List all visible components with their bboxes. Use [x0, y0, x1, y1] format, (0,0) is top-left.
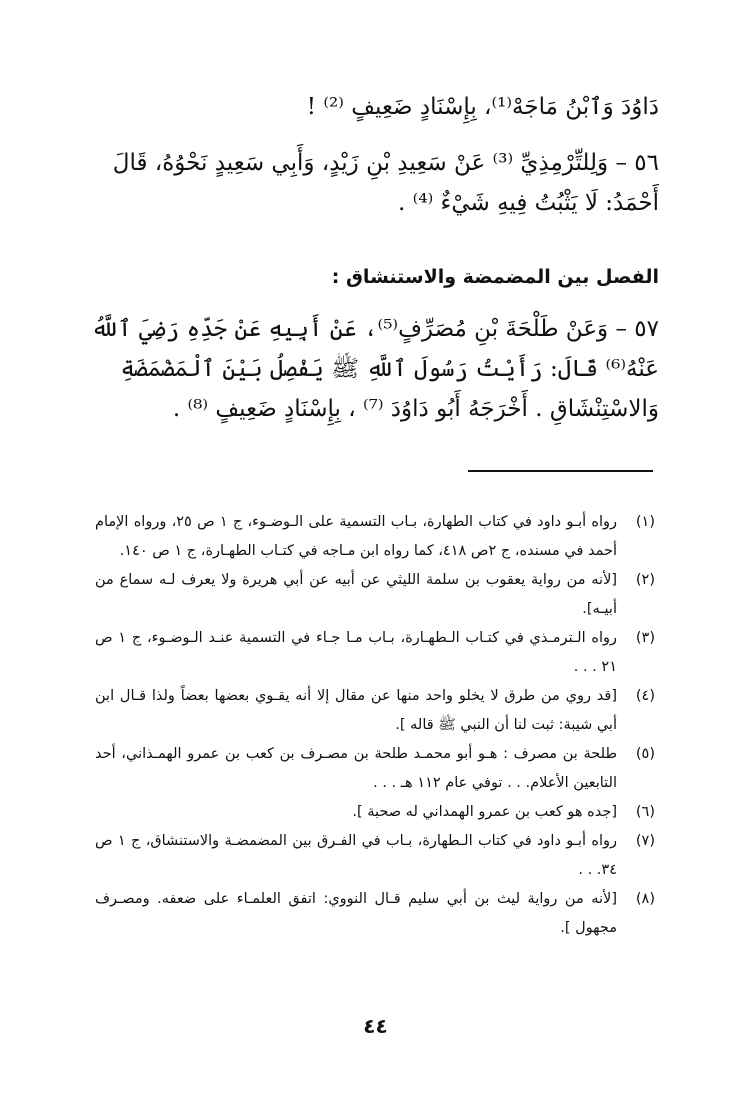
page-number: ٤٤ — [363, 1014, 388, 1038]
footnote-3 — [95, 624, 655, 682]
footnote-5 — [95, 740, 655, 798]
hadith-57-line-1: ٥٧ – وَعَنْ طَلْحَةَ بْنِ مُصَرِّفٍ⁽⁵⁾، عَنْ أَبِيهِ عَنْ جَدِّهِ رَضِيَ ٱللَّهُ — [91, 316, 659, 342]
hadith-57-line-2: عَنْهُ⁽⁶⁾ قَالَ: رَأَيْتُ رَسُولَ ٱللَّهِ ﷺ يَفْصِلُ بَيْنَ ٱلْمَضْمَضَةِ — [120, 356, 659, 382]
hadith-56-line-1: ٥٦ – وَلِلتِّرْمِذِيِّ ⁽³⁾ عَنْ سَعِيدِ بْنِ زَيْدٍ، وَأَبِي سَعِيدٍ نَحْوُهُ، قَالَ — [112, 150, 659, 176]
footnote-text: رواه أبـو داود في كتاب الطهارة، بـاب التسمية على الـوضـوء، ج ١ ص ٢٥، ورواه الإمام أحمد في مسنده، ج ٢ص ٤١٨، كما رواه ابن مـاجه في كتـاب الطهـارة، ج ١ ص ١٤٠. — [95, 514, 617, 559]
footnote-1 — [95, 508, 655, 566]
footnote-text: رواه الـترمـذي في كتـاب الـطهـارة، بـاب مـا جـاء في التسمية عنـد الـوضـوء، ج ١ ص ٢١ . . . — [95, 630, 617, 675]
footnote-number: (٣) — [635, 630, 655, 646]
footnote-text: رواه أبـو داود في كتاب الـطهارة، بـاب في الفـرق بين المضمضـة والاستنشاق، ج ١ ص ٣٤. . . — [95, 833, 617, 878]
footnote-number: (٤) — [635, 688, 655, 704]
footnote-number: (٧) — [635, 833, 655, 849]
footnote-number: (٦) — [635, 804, 655, 820]
footnote-text: [جده هو كعب بن عمرو الهمداني له صحبة ]. — [352, 804, 617, 820]
footnote-2 — [95, 566, 655, 624]
main-text-line-1: دَاوُدَ وَٱبْنُ مَاجَهْ⁽¹⁾، بِإِسْنَادٍ ضَعِيفٍ ⁽²⁾ ! — [306, 94, 659, 120]
footnote-number: (٥) — [635, 746, 655, 762]
footnote-number: (١) — [635, 514, 655, 530]
footnote-8 — [95, 885, 655, 943]
footnotes — [95, 508, 655, 943]
hadith-57-line-3: وَالاسْتِنْشَاقِ . أَخْرَجَهُ أَبُو دَاوُدَ ⁽⁷⁾ ، بِإِسْنَادٍ ضَعِيفٍ ⁽⁸⁾ . — [172, 396, 659, 422]
footnote-text: [قد روي من طرق لا يخلو واحد منها عن مقال إلا أنه يقـوي بعضها بعضاً ولذا قـال ابن أبي شيبة: ثبت لنا أن النبي ﷺ قاله ]. — [95, 688, 617, 733]
footnote-text: [لأنه من رواية ليث بن أبي سليم قـال النووي: اتفق العلمـاء على ضعفه. ومصـرف مجهول ]. — [95, 891, 617, 936]
section-heading: الفصل بين المضمضة والاستنشاق : — [331, 266, 659, 288]
footnote-text: طلحة بن مصرف : هـو أبو محمـد طلحة بن مصـرف بن كعب بن عمرو الهمـذاني، أحد التابعين الأعلام. . . توفي عام ١١٢ هـ . . . — [95, 746, 617, 791]
footnote-separator — [468, 470, 653, 472]
footnote-4 — [95, 682, 655, 740]
footnote-7 — [95, 827, 655, 885]
hadith-56-line-2: أَحْمَدُ: لَا يَثْبُتُ فِيهِ شَيْءٌ ⁽⁴⁾ . — [398, 190, 659, 216]
footnote-number: (٨) — [635, 891, 655, 907]
footnote-6 — [95, 798, 655, 827]
footnote-text: [لأنه من رواية يعقوب بن سلمة الليثي عن أبيه عن أبي هريرة ولا يعرف لـه سماع من أبيـه]. — [95, 572, 617, 617]
footnote-number: (٢) — [635, 572, 655, 588]
